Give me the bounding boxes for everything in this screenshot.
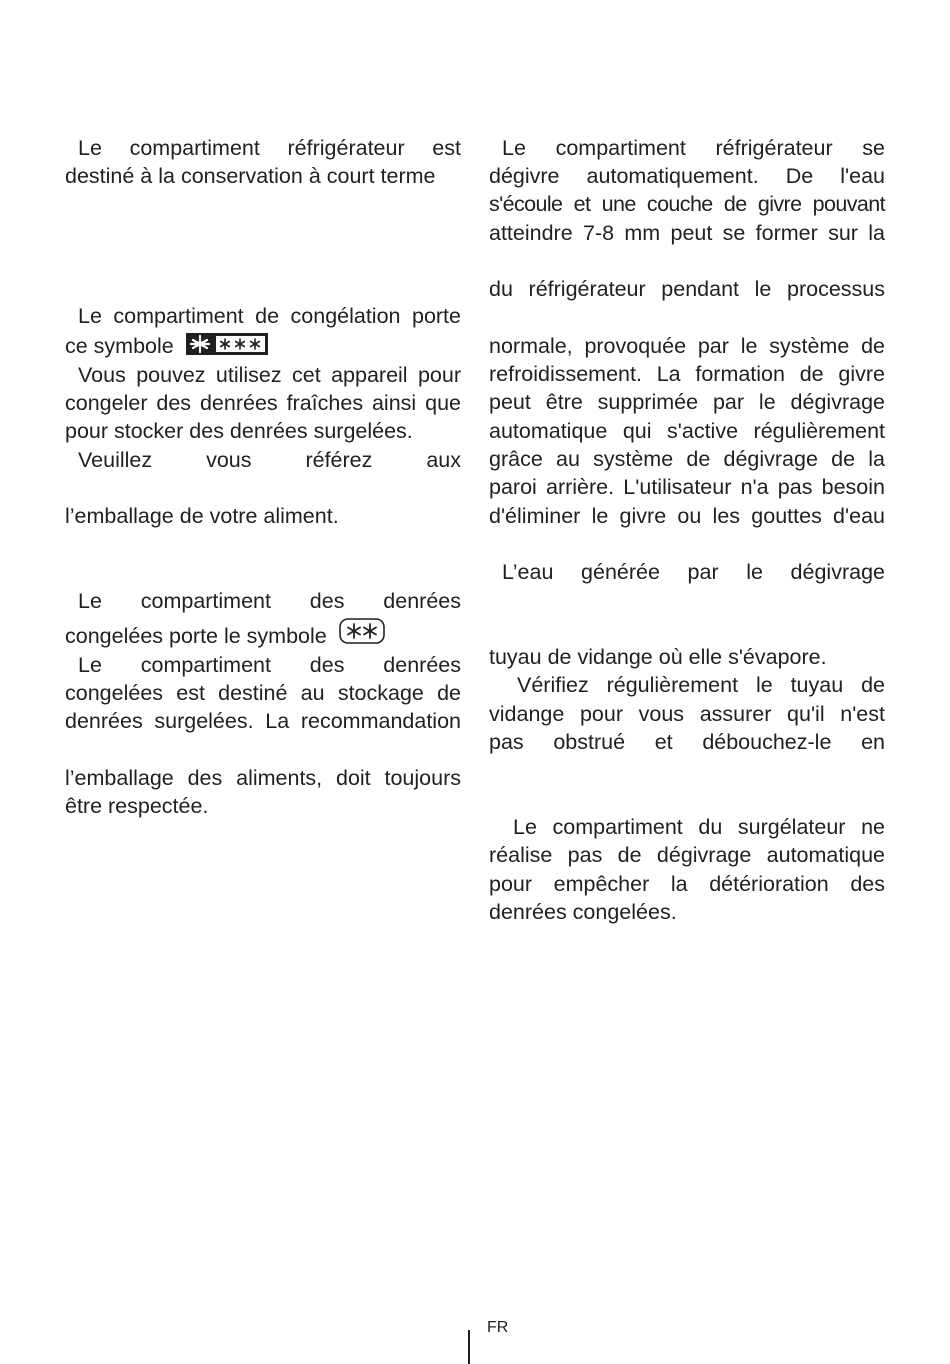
text-line: paroi arrière. L'utilisateur n'a pas besoin bbox=[489, 475, 885, 499]
text-line: normale, provoquée par le système de bbox=[489, 334, 885, 358]
symbol-caption: ce symbole bbox=[65, 334, 174, 358]
text-line: être respectée. bbox=[65, 794, 209, 818]
text-line: pour stocker des denrées surgelées. bbox=[65, 419, 413, 443]
footer-divider bbox=[468, 1330, 470, 1364]
text-line: grâce au système de dégivrage de la bbox=[489, 447, 885, 471]
text-line: tuyau de vidange où elle s'évapore. bbox=[489, 645, 827, 669]
text-line: Le compartiment du surgélateur ne bbox=[513, 815, 885, 839]
text-line: L’eau générée par le dégivrage bbox=[502, 560, 885, 584]
two-star-frozen-icon bbox=[339, 618, 385, 644]
text-line bbox=[65, 621, 461, 651]
text-line: vidange pour vous assurer qu'il n'est bbox=[489, 702, 885, 726]
text-line: Le compartiment réfrigérateur est bbox=[78, 136, 461, 160]
four-star-freezer-icon bbox=[186, 333, 268, 355]
text-line: pas obstrué et débouchez-le en bbox=[489, 730, 885, 754]
text-line: denrées surgelées. La recommandation bbox=[65, 709, 461, 733]
text-line: Le compartiment des denrées bbox=[78, 653, 461, 677]
text-line: d'éliminer le givre ou les gouttes d'eau bbox=[489, 504, 885, 528]
text-line bbox=[65, 331, 461, 361]
text-line: destiné à la conservation à court terme bbox=[65, 164, 436, 188]
text-line: Le compartiment réfrigérateur se bbox=[502, 136, 885, 160]
symbol-caption: congelées porte le symbole bbox=[65, 624, 327, 648]
text-line: Vérifiez régulièrement le tuyau de bbox=[517, 673, 885, 697]
text-line: du réfrigérateur pendant le processus bbox=[489, 277, 885, 301]
text-line: Veuillez vous référez aux bbox=[78, 448, 461, 472]
text-line: Le compartiment des denrées bbox=[78, 589, 461, 613]
text-line: denrées congelées. bbox=[489, 900, 677, 924]
language-code: FR bbox=[487, 1319, 509, 1336]
text-line: l’emballage de votre aliment. bbox=[65, 504, 339, 528]
text-line: peut être supprimée par le dégivrage bbox=[489, 390, 885, 414]
text-line: pour empêcher la détérioration des bbox=[489, 872, 885, 896]
text-line: l’emballage des aliments, doit toujours bbox=[65, 766, 461, 790]
text-line: dégivre automatiquement. De l'eau bbox=[489, 164, 885, 188]
text-line: Le compartiment de congélation porte bbox=[78, 304, 461, 328]
text-line: s'écoule et une couche de givre pouvant bbox=[489, 192, 885, 216]
text-line: réalise pas de dégivrage automatique bbox=[489, 843, 885, 867]
text-line: refroidissement. La formation de givre bbox=[489, 362, 885, 386]
text-line: atteindre 7-8 mm peut se former sur la bbox=[489, 221, 885, 245]
text-line: automatique qui s'active régulièrement bbox=[489, 419, 885, 443]
text-line: congelées est destiné au stockage de bbox=[65, 681, 461, 705]
text-line: congeler des denrées fraîches ainsi que bbox=[65, 391, 461, 415]
text-line: Vous pouvez utilisez cet appareil pour bbox=[78, 363, 461, 387]
